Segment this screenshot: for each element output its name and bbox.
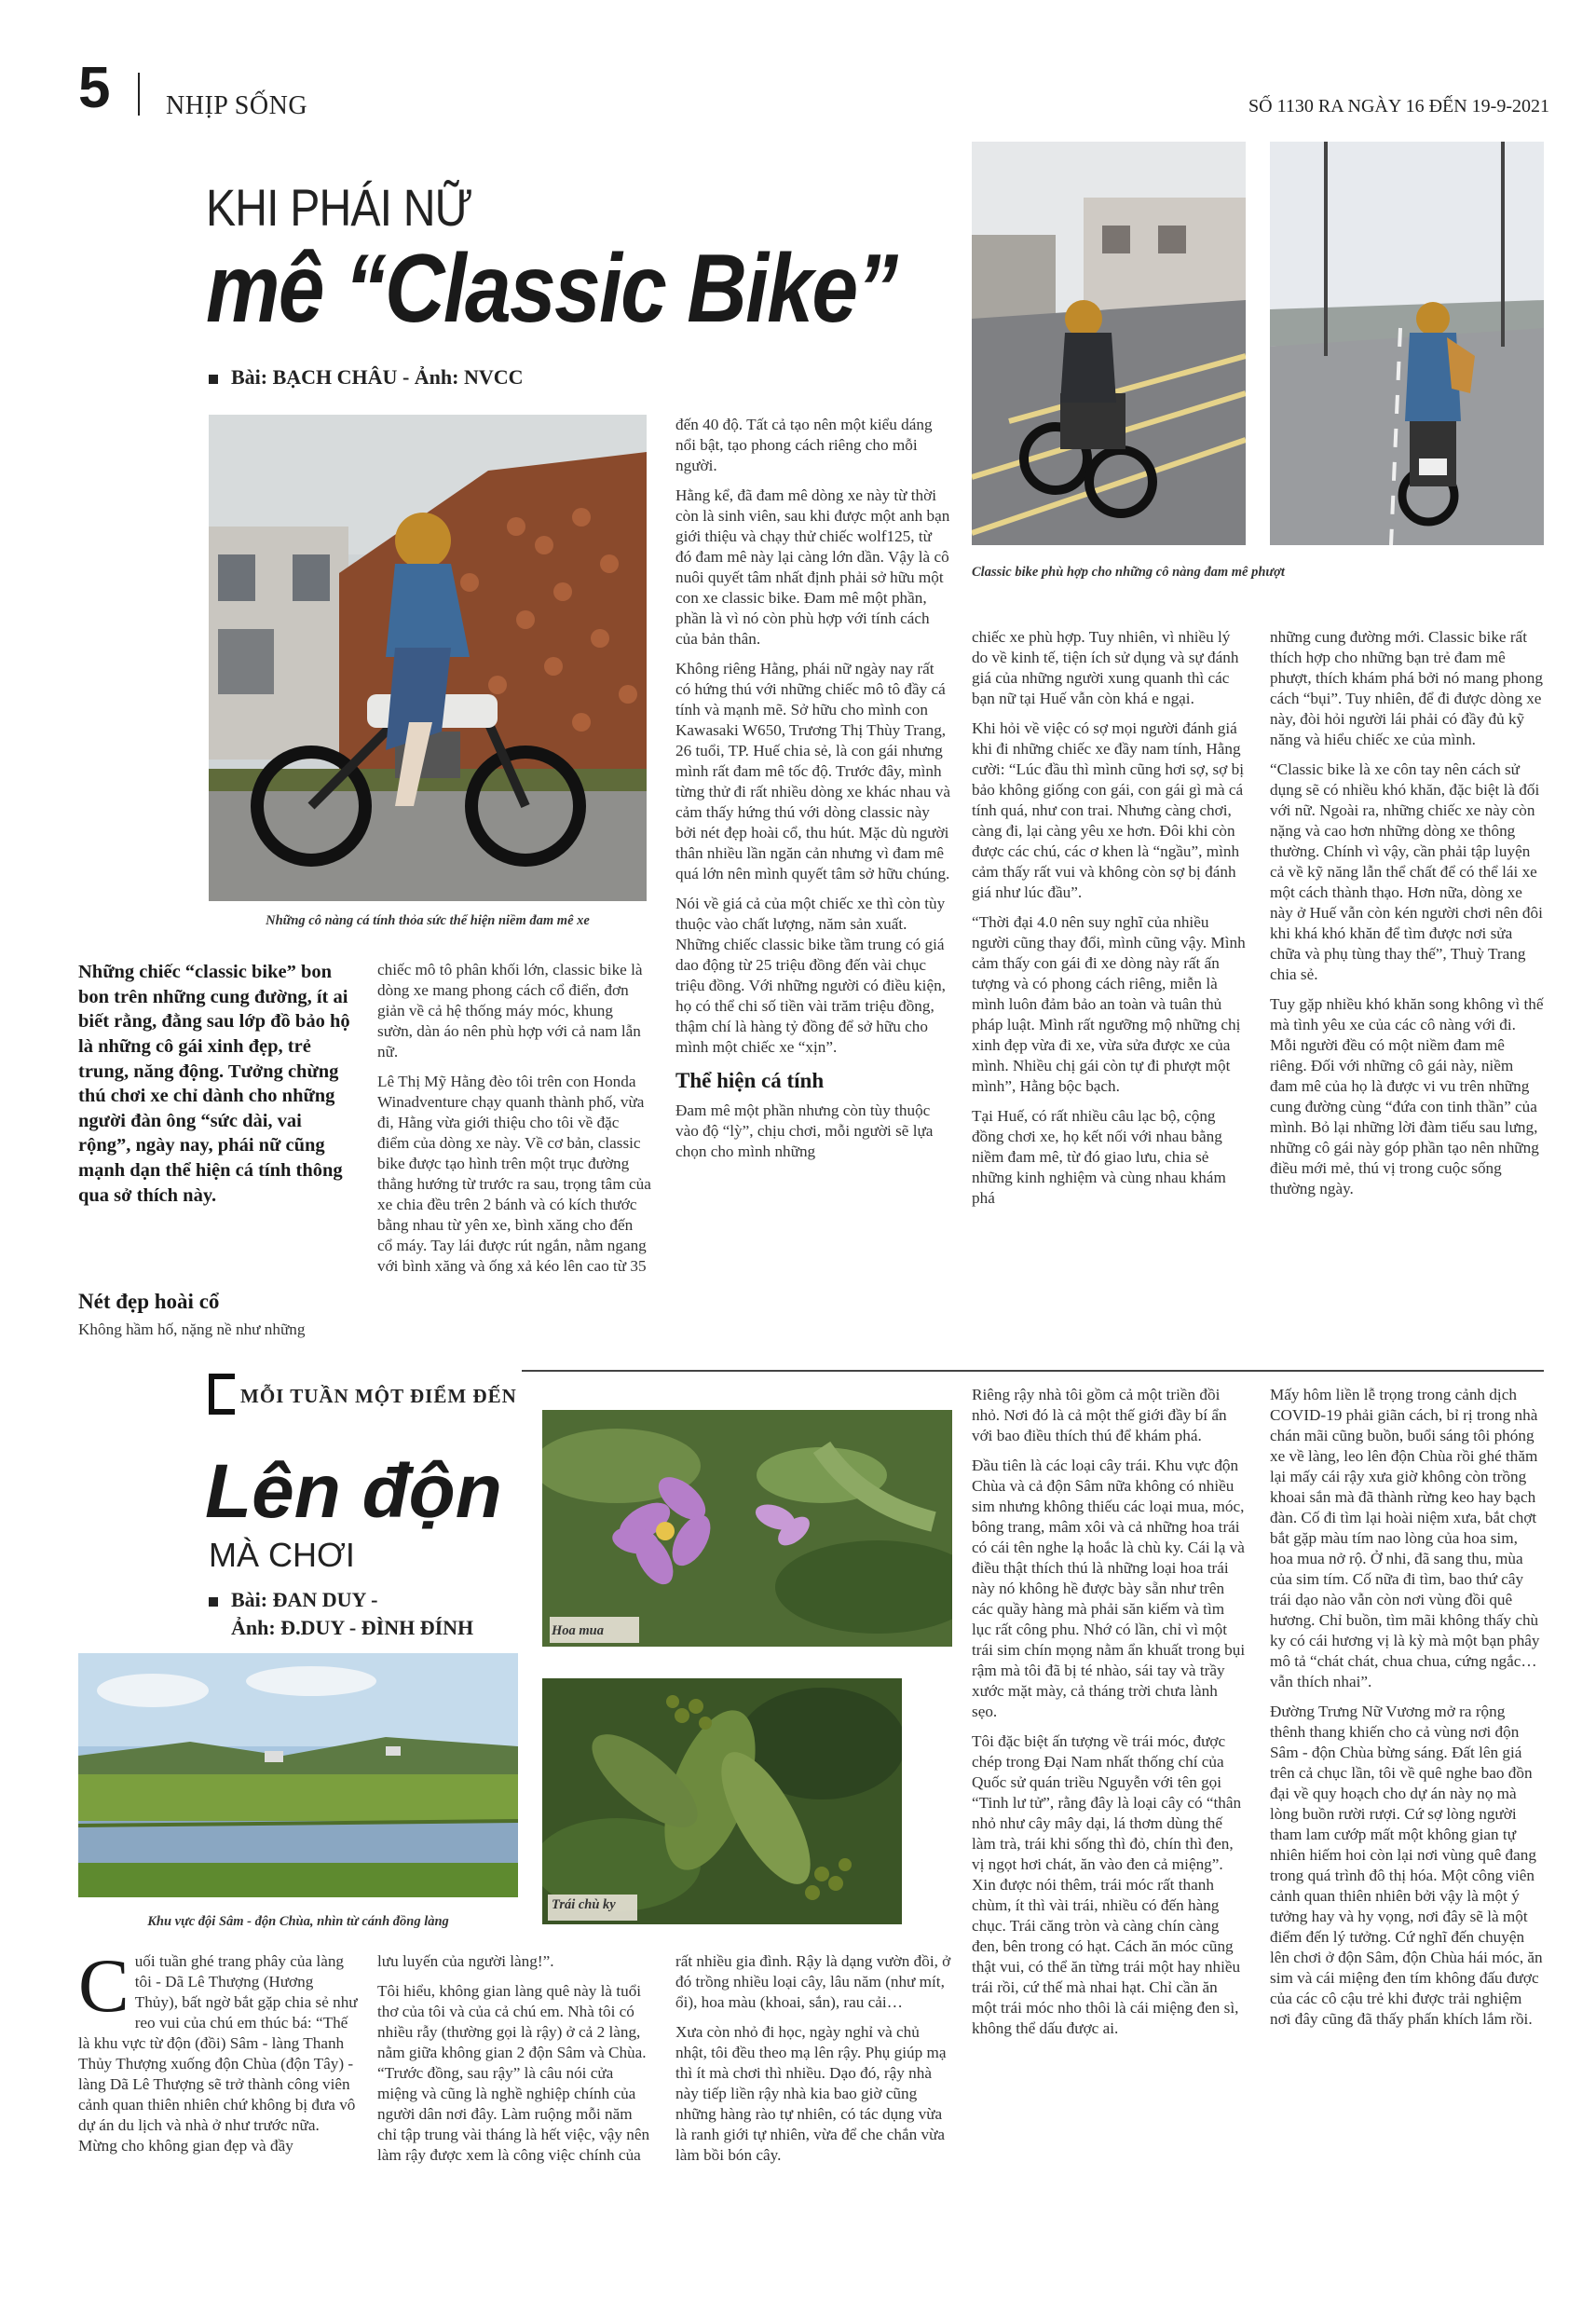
article2-col1 [78,1943,358,2166]
a2-c4-p1: Riêng rậy nhà tôi gồm cả một triền đồi nhỏ. Nơi đó là cả một thế giới đầy bí ẩn với bao điều thích thú để khám phá. [972,1386,1227,1445]
article1-col3 [675,415,951,1171]
section-label: MỖI TUẦN MỘT ĐIỂM ĐẾN [240,1385,517,1407]
byline-text: Bài: BẠCH CHÂU - Ảnh: NVCC [231,365,524,389]
photo-field [78,1653,518,1897]
a1-c2-p2: Lê Thị Mỹ Hằng đèo tôi trên con Honda Winadventure chạy quanh thành phố, vừa đi, Hằng vừa giới thiệu cho tôi về đặc điểm của dòng xe này. Về cơ bản, classic bike được tạo hình trên một trục đường thẳng hướng từ trước ra sau, trọng tâm của xe chia đều trên 2 bánh và có kích thước bằng nhau từ yên xe, bình xăng cho đến cổ máy. Tay lái được rút ngắn, nằm ngang với bình xăng và ống xả kéo lên cao từ 35 [377,1073,651,1276]
a1-c2-p1: chiếc mô tô phân khối lớn, classic bike là dòng xe mang phong cách cổ điển, đơn giản về cả hệ thống máy móc, khung sườn, dàn áo nên phù hợp với cả nam lẫn nữ. [377,961,643,1061]
bullet-icon [209,1597,218,1607]
article2-col3 [675,1951,951,2175]
article1-col1 [78,1320,358,1349]
byline-line1: Bài: ĐAN DUY - [231,1588,378,1611]
caption-field: Khu vực đội Sâm - độn Chùa, nhìn từ cánh đồng làng [147,1914,449,1929]
byline-line2: Ảnh: Đ.DUY - ĐÌNH ĐÍNH [231,1615,474,1639]
a2-c5-p2: Đường Trưng Nữ Vương mở ra rộng thênh thang khiến cho cả vùng nơi độn Sâm - độn Chùa bừng sáng. Đất lên giá trên cả chục lần, tôi về quê nghe bao đồn đại về quy hoạch cho dự án này nọ mà lòng buồn rười rượi. Cứ sợ lòng người tham lam cướp mất một không gian tự nhiên hiếm hoi còn lại nơi vùng quê đang trong quá trình đô thị hóa. Một công viên cảnh quan thiên nhiên bởi vậy là một ý tưởng hay và hy vọng, nơi đây sẽ là một điểm đến lý tưởng. Cứ nghĩ đến chuyện lên chơi ở độn Sâm, độn Chùa hái móc, ăn sim và cái miệng đen tím không đấu được của các cô cậu trẻ khi được trải nghiệm nơi đây cũng đã thấy phấn khích lắm rồi. [1270,1703,1543,2029]
subhead-net-dep: Nét đẹp hoài cổ [78,1290,220,1313]
a1-c4-p3: “Thời đại 4.0 nên suy nghĩ của nhiều người cũng thay đổi, mình cũng vậy. Mình cảm thấy con gái đi xe dòng này rất ấn tượng và có phong cách riêng, miễn là mình luôn đảm bảo an toàn và tuân thủ pháp luật. Mình rất ngưỡng mộ những chị xinh đẹp vừa đi xe, vừa sửa được xe của mình. Nhiều chị gái còn tự đi phượt một mình”, Hằng bộc bạch. [972,913,1246,1096]
a2-c2-p1: lưu luyến của người làng!”. [377,1952,554,1970]
a2-c1-p1-text: uối tuần ghé trang phây của làng tôi - Dã Lê Thượng (Hương Thủy), bất ngờ bắt gặp chia sẻ như reo vui của chú em thúc bá: “Thế là khu vực từ độn (đồi) Sâm - làng Thanh Thủy Thượng xuống độn Chùa (độn Tây) - làng Dã Lê Thượng sẽ trở thành công viên cảnh quan thiên nhiên chứ không bị đưa vô dự án du lịch và nhà ở như trước nữa. Mừng cho không gian đẹp và đầy [78,1952,358,2155]
byline [209,365,524,390]
article2-byline [209,1586,473,1641]
subhead-the-hien: Thể hiện cá tính [675,1069,825,1093]
article1-col4 [972,627,1246,1218]
a2-c3-p1: rất nhiều gia đình. Rậy là dạng vườn đồi, ở đó trồng nhiều loại cây, lâu năm (như mít, ổi), hoa màu (khoai, sắn), rau cải… [675,1952,951,2012]
article2-title: Lên độn [205,1449,502,1534]
header-divider [138,73,140,116]
caption-hoa-mua: Hoa mua [552,1623,604,1638]
photo-street-bike-2 [1270,142,1544,545]
a1-c5-p1: những cung đường mới. Classic bike rất thích hợp cho những bạn trẻ đam mê phượt, thích khám phá bởi nó mang phong cách “bụi”. Tuy nhiên, để đi được dòng xe này, đòi hỏi người lái phải có đầy đủ kỹ năng và hiểu chiếc xe của mình. [1270,628,1543,749]
article-kicker: KHI PHÁI NỮ [206,178,472,237]
a2-c1-p1 [78,1943,358,2156]
a2-c3-p2: Xưa còn nhỏ đi học, ngày nghỉ và chủ nhật, tôi đều theo mạ lên rậy. Phụ giúp mạ thì ít mà chơi thì nhiều. Dạo đó, rậy nhà này tiếp liền rậy nhà kia bao giờ cũng những hàng rào tự nhiên, có tác dụng vừa là ranh giới tự nhiên, vừa để che chắn vừa làm bồi bón cây. [675,2023,947,2165]
article-separator [522,1370,1544,1372]
a1-c3-p4: Nói về giá cả của một chiếc xe thì còn tùy thuộc vào chất lượng, năm sản xuất. Những chiếc classic bike tầm trung có giá dao động từ 25 triệu đồng đến vài chục triệu đồng. Với những người có điều kiện, họ có thể chi số tiền vài trăm triệu đồng, thậm chí là hàng tỷ đồng để sở hữu cho mình một chiếc xe “xịn”. [675,895,946,1057]
a1-c5-p2: “Classic bike là xe côn tay nên cách sử dụng sẽ có nhiều khó khăn, đặc biệt là đối với nữ. Ngoài ra, những chiếc xe này còn nặng và cao hơn những dòng xe thông thường. Chính vì vậy, cần phải tập luyện cả về kỹ năng lẫn thể chất để có thể lái xe một cách thành thạo. Hơn nữa, dòng xe này ở Huế vẫn còn kén người chơi nên đôi khi khá khó khăn để tìm được nơi sửa chữa và phụ tùng thay thế”, Thuỳ Trang chia sẻ. [1270,760,1543,984]
article2-col5 [1270,1385,1544,2039]
a1-c3-p5: Đam mê một phần nhưng còn tùy thuộc vào độ “lỳ”, chịu chơi, mỗi người sẽ lựa chọn cho mình những [675,1101,934,1160]
article2-subtitle: MÀ CHƠI [209,1536,355,1574]
page-number: 5 [78,56,111,120]
section-box-icon [209,1374,235,1415]
bullet-icon [209,375,218,384]
section-name: NHỊP SỐNG [166,91,308,120]
caption-main: Những cô nàng cá tính thỏa sức thể hiện niềm đam mê xe [266,913,590,928]
a2-c4-p3: Tôi đặc biệt ấn tượng về trái móc, được chép trong Đại Nam nhất thống chí của Quốc sử quán triều Nguyễn với tên gọi “Tinh lư tử”, rằng đây là loại cây có “thân nhỏ như cây mây dại, lá thơm dùng thế làm trà, trái khi sống thì đỏ, chín thì đen, vị ngọt hơi chát, ăn vào đen cả miệng”. Xin được nói thêm, trái móc rất thanh chùm, ít thì vài trái, nhiều có đến hàng chục. Trái căng tròn và càng chín càng đen, bên trong có hạt. Cách ăn móc cũng thật vui, có thể ăn từng trái một hay nhiều trái rồi, cứ thế mà nhai hạt. Chỉ cần ăn một trái móc nho thôi là cái miệng đen sì, không thể dấu được ai. [972,1732,1242,2038]
article1-col5 [1270,627,1544,1209]
photo-hoa-mua [542,1410,952,1647]
a2-c2-p2: Tôi hiểu, không gian làng quê này là tuổi thơ của tôi và của cả chú em. Nhà tôi có nhiều rẫy (thường gọi là rậy) ở cả 2 làng, nằm giữa không gian 2 độn Sâm và Chùa. “Trước đồng, sau rậy” là câu nói cửa miệng và cũng là nghề nghiệp chính của người dân nơi đây. Làm ruộng mỗi năm chỉ tập trung vài tháng là hết việc, vậy nên làm rậy được xem là công việc chính của [377,1982,650,2165]
a1-c1-p1: Không hầm hố, nặng nề như những [78,1320,306,1338]
a1-c3-p2: Hằng kể, đã đam mê dòng xe này từ thời còn là sinh viên, sau khi được một anh bạn giới thiệu và chạy thử chiếc wolf125, từ đó đam mê này lại càng lớn dần. Vậy là cô nuôi quyết tâm nhất định phải sở hữu một con xe classic bike. Đam mê một phần, phần là vì nó còn phù hợp với tính cách của bản thân. [675,486,950,649]
article2-col4 [972,1385,1246,2048]
article2-col2 [377,1951,651,2175]
a1-c5-p3: Tuy gặp nhiều khó khăn song không vì thế mà tình yêu xe của các cô nàng với đi. Mỗi người đều có một niềm đam mê riêng. Đối với những cô gái này, niềm đam mê của họ là được vi vu trên những cung đường cùng “đứa con tinh thần” của mình. Bỏ lại những lời đàm tiếu sau lưng, những cô gái này góp phần tạo nên những điều mới mẻ, thú vị trong cuộc sống thường ngày. [1270,995,1544,1198]
a2-c5-p1: Mấy hôm liền lễ trọng trong cảnh dịch COVID-19 phải giãn cách, bỉ rị trong nhà chán mãi cũng buồn, buổi sáng tôi phóng xe về làng, leo lên độn Chùa rồi ghé thăm lại mấy cái rậy xưa giờ không còn trồng khoai sắn mà đã thành rừng keo hay bạch đàn. Cố đi tìm lại hoài niệm xưa, bắt chợt bắt gặp màu tím nao lòng của hoa sim, hoa mua nở rộ. Ở nhi, đã sang thu, mùa của sim tím. Cố nữa đi tìm, bao thứ cây trái dạo nào vẫn còn nơi vùng đồi quê hương. Chỉ buồn, tìm mãi không thấy chù ky có cái hương vị là kỳ mà một bạn phây mô tả “chát chát, chua chua, cứng ngắc… vẫn thích nhai”. [1270,1386,1540,1691]
a1-c4-p4: Tại Huế, có rất nhiều câu lạc bộ, cộng đồng chơi xe, họ kết nối với nhau bằng niềm đam mê, từ đó giao lưu, chia sẻ những kinh nghiệm và cùng nhau khám phá [972,1107,1226,1208]
a1-c3-p1: đến 40 độ. Tất cả tạo nên một kiểu dáng nổi bật, tạo phong cách riêng cho mỗi người. [675,416,933,475]
article-title: mê “Classic Bike” [206,235,897,343]
photo-woman-bike [209,415,647,901]
issue-info: SỐ 1130 RA NGÀY 16 ĐẾN 19-9-2021 [1248,96,1549,116]
dropcap: C [78,1943,130,2028]
a2-c4-p2: Đầu tiên là các loại cây trái. Khu vực độn Chùa và cả độn Sâm nữa không có nhiều sim nhưng không thiếu các loại mua, móc, bông trang, mâm xôi và cả những hoa trái có cái tên nghe lạ hoắc là chù ky. Cái lạ và điều thật thích thú là những loại hoa trái này nó không hề được bày sẵn như trên các quầy hàng mà phải săn kiếm và tìm lục rất công phu. Nhớ có lần, chỉ vì một trái sim chín mọng nằm ẩn khuất trong bụi rậm mà tôi đã bị té nhào, sái tay và trầy xước mặt mày, cả tháng trời chưa lành sẹo. [972,1457,1246,1721]
photo-street-bike-1 [972,142,1246,545]
a1-c3-p3: Không riêng Hằng, phái nữ ngày nay rất có hứng thú với những chiếc mô tô đầy cá tính và mạnh mẽ. Sở hữu cho mình con Kawasaki W650, Trương Thị Thùy Trang, 26 tuổi, TP. Huế chia sẻ, là con gái nhưng mình rất đam mê tốc độ. Trước đây, mình từng thử đi rất nhiều dòng xe khác nhau và cảm thấy hứng thú với dòng classic này bởi nét đẹp hoài cổ, thu hút. Mặc dù người thân nhiều lần ngăn cản nhưng vì đam mê quá lớn nên mình quyết tâm sở hữu chúng. [675,660,950,883]
a1-c4-p2: Khi hỏi về việc có sợ mọi người đánh giá khi đi những chiếc xe đầy nam tính, Hằng cười: “Lúc đầu thì mình cũng hơi sợ, sợ bị bảo không giống con gái, con gái gì mà cá tính quá, như con trai. Nhưng càng chơi, càng đi, lại càng yêu xe hơn. Đôi khi còn được các chú, các ơ khen là “ngầu”, mình cảm thấy rất vui và không còn sợ bị đánh giá như lúc đầu”. [972,719,1244,902]
caption-trai-chu-ky: Trái chù ky [552,1897,616,1912]
caption-top: Classic bike phù hợp cho những cô nàng đam mê phượt [972,565,1285,580]
a1-c4-p1: chiếc xe phù hợp. Tuy nhiên, vì nhiều lý do về kinh tế, tiện ích sử dụng và sự đánh giá của những người xung quanh thì các bạn nữ tại Huế vẫn còn khá e ngại. [972,628,1239,708]
photo-trai-chu-ky [542,1678,902,1924]
article1-col2 [377,960,651,1286]
lead-paragraph: Những chiếc “classic bike” bon bon trên những cung đường, ít ai biết rằng, đằng sau lớp đồ bảo hộ là những cô gái xinh đẹp, trẻ trung, năng động. Tưởng chừng thú chơi xe chỉ dành cho những người đàn ông “sức dài, vai rộng”, ngày nay, phái nữ cũng mạnh dạn thể hiện cá tính thông qua sở thích này. [78,962,350,1206]
